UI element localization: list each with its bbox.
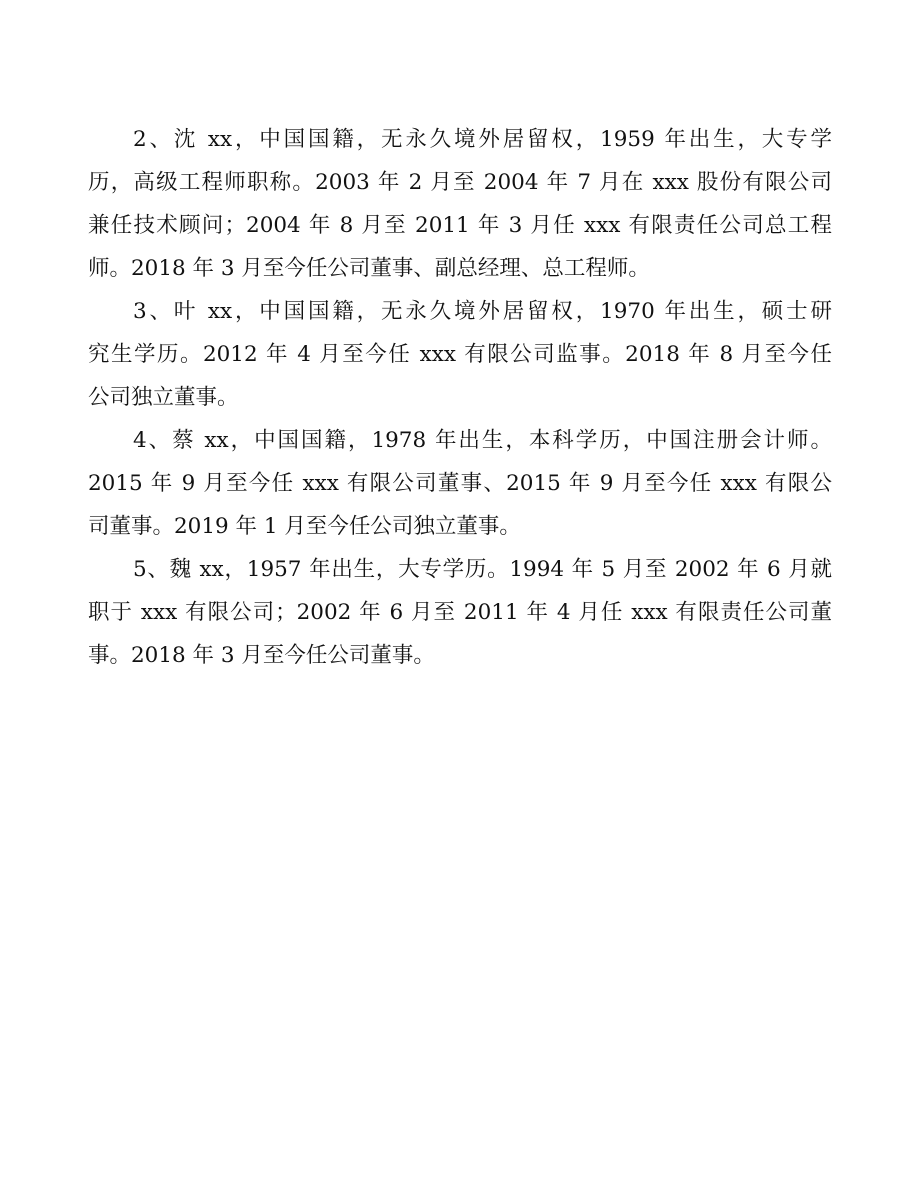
text-line: 公司独立董事。 — [88, 385, 239, 410]
paragraph-supervisor-ye — [88, 290, 832, 419]
text-line: 职于 xxx 有限公司；2002 年 6 月至 2011 年 4 月任 xxx 有限责任公司董 — [88, 600, 832, 625]
paragraph-director-wei — [88, 548, 832, 677]
text-line: 究生学历。2012 年 4 月至今任 xxx 有限公司监事。2018 年 8 月至今任 — [88, 342, 832, 367]
document-body — [88, 118, 832, 677]
text-line: 2、沈 xx，中国国籍，无永久境外居留权，1959 年出生，大专学 — [133, 127, 832, 152]
text-line: 3、叶 xx，中国国籍，无永久境外居留权，1970 年出生，硕士研 — [133, 299, 832, 324]
text-line: 历，高级工程师职称。2003 年 2 月至 2004 年 7 月在 xxx 股份有限公司 — [88, 170, 832, 195]
text-line: 兼任技术顾问；2004 年 8 月至 2011 年 3 月任 xxx 有限责任公司总工程 — [88, 213, 832, 238]
text-line: 事。2018 年 3 月至今任公司董事。 — [88, 643, 435, 668]
text-line: 2015 年 9 月至今任 xxx 有限公司董事、2015 年 9 月至今任 xxx 有限公 — [88, 471, 832, 496]
text-line: 4、蔡 xx，中国国籍，1978 年出生，本科学历，中国注册会计师。 — [133, 428, 832, 453]
paragraph-director-shen — [88, 118, 832, 290]
text-line: 司董事。2019 年 1 月至今任公司独立董事。 — [88, 514, 521, 539]
text-line: 5、魏 xx，1957 年出生，大专学历。1994 年 5 月至 2002 年 6 月就 — [133, 557, 832, 582]
text-line: 师。2018 年 3 月至今任公司董事、副总经理、总工程师。 — [88, 256, 650, 281]
paragraph-director-cai — [88, 419, 832, 548]
